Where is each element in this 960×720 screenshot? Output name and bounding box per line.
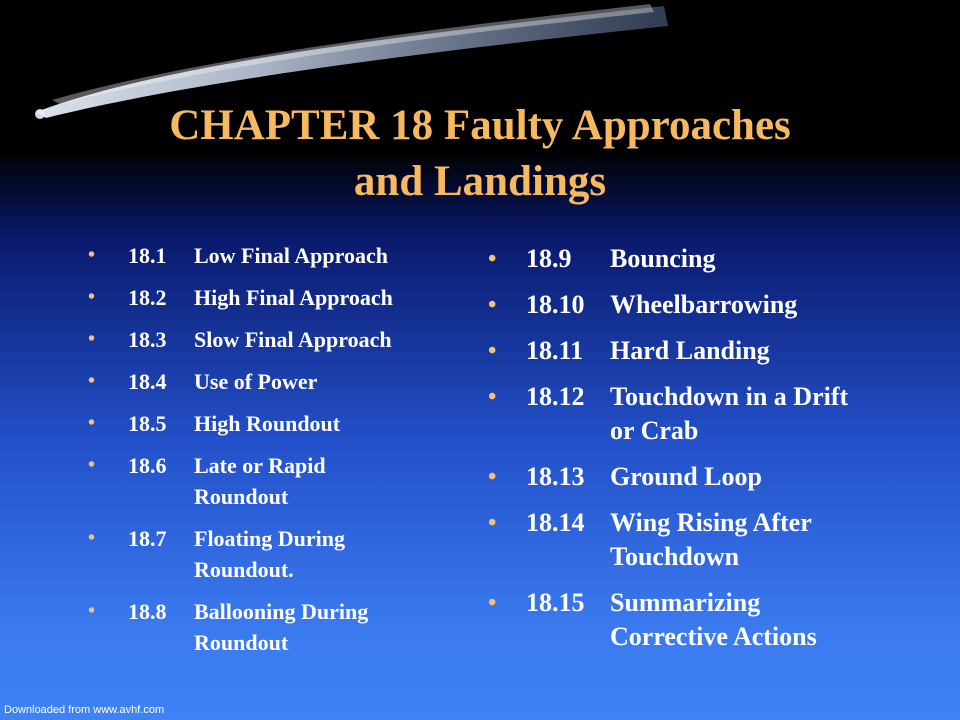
item-text: Hard Landing (610, 336, 770, 365)
list-item (88, 408, 474, 439)
item-number: 18.7 (128, 526, 167, 551)
item-number: 18.1 (128, 243, 167, 268)
list-item (488, 586, 930, 654)
item-number: 18.10 (526, 290, 585, 319)
bullet-icon: • (88, 527, 96, 549)
bullet-icon: • (88, 600, 96, 622)
bullet-icon: • (488, 590, 497, 616)
bullet-icon: • (488, 292, 497, 318)
item-text: Wing Rising After Touchdown (610, 508, 812, 571)
list-item (488, 506, 930, 574)
item-text: Slow Final Approach (194, 327, 392, 352)
list-item (488, 334, 930, 368)
list-item (88, 282, 474, 313)
bullet-icon: • (88, 286, 96, 308)
item-number: 18.5 (128, 411, 167, 436)
bullet-icon: • (488, 246, 497, 272)
item-number: 18.3 (128, 327, 167, 352)
source-footer: Downloaded from www.avhf.com (4, 704, 165, 716)
list-item (88, 366, 474, 397)
list-item (88, 324, 474, 355)
item-text: Wheelbarrowing (610, 290, 798, 319)
item-text: Touchdown in a Drift or Crab (610, 382, 849, 445)
list-item (88, 450, 474, 512)
item-number: 18.6 (128, 453, 167, 478)
list-item (488, 380, 930, 448)
list-item (488, 288, 930, 322)
left-topic-list (88, 240, 474, 669)
item-number: 18.14 (526, 508, 585, 537)
list-item (88, 240, 474, 271)
item-text: Ground Loop (610, 462, 762, 491)
item-text: Ballooning During Roundout (194, 599, 369, 655)
item-number: 18.15 (526, 588, 585, 617)
item-number: 18.4 (128, 369, 167, 394)
item-text: Bouncing (610, 244, 716, 273)
item-text: Summarizing Corrective Actions (610, 588, 817, 651)
item-number: 18.13 (526, 462, 585, 491)
item-number: 18.11 (526, 336, 584, 365)
list-item (88, 596, 474, 658)
item-text: Late or Rapid Roundout (194, 453, 326, 509)
title-line-2: and Landings (353, 158, 607, 205)
bullet-icon: • (88, 370, 96, 392)
item-number: 18.12 (526, 382, 585, 411)
bullet-icon: • (488, 510, 497, 536)
bullet-icon: • (488, 384, 497, 410)
bullet-icon: • (88, 244, 96, 266)
right-topic-list (488, 242, 930, 666)
slide-title (0, 98, 960, 210)
item-text: High Final Approach (194, 285, 393, 310)
item-number: 18.2 (128, 285, 167, 310)
bullet-icon: • (488, 338, 497, 364)
item-text: Use of Power (194, 369, 318, 394)
list-item (88, 523, 474, 585)
bullet-icon: • (88, 328, 96, 350)
title-line-1: CHAPTER 18 Faulty Approaches (169, 102, 791, 149)
list-item (488, 242, 930, 276)
item-text: High Roundout (194, 411, 341, 436)
list-item (488, 460, 930, 494)
item-number: 18.8 (128, 599, 167, 624)
item-number: 18.9 (526, 244, 572, 273)
bullet-icon: • (88, 454, 96, 476)
bullet-icon: • (88, 412, 96, 434)
item-text: Floating During Roundout. (194, 526, 345, 582)
bullet-icon: • (488, 464, 497, 490)
item-text: Low Final Approach (194, 243, 388, 268)
